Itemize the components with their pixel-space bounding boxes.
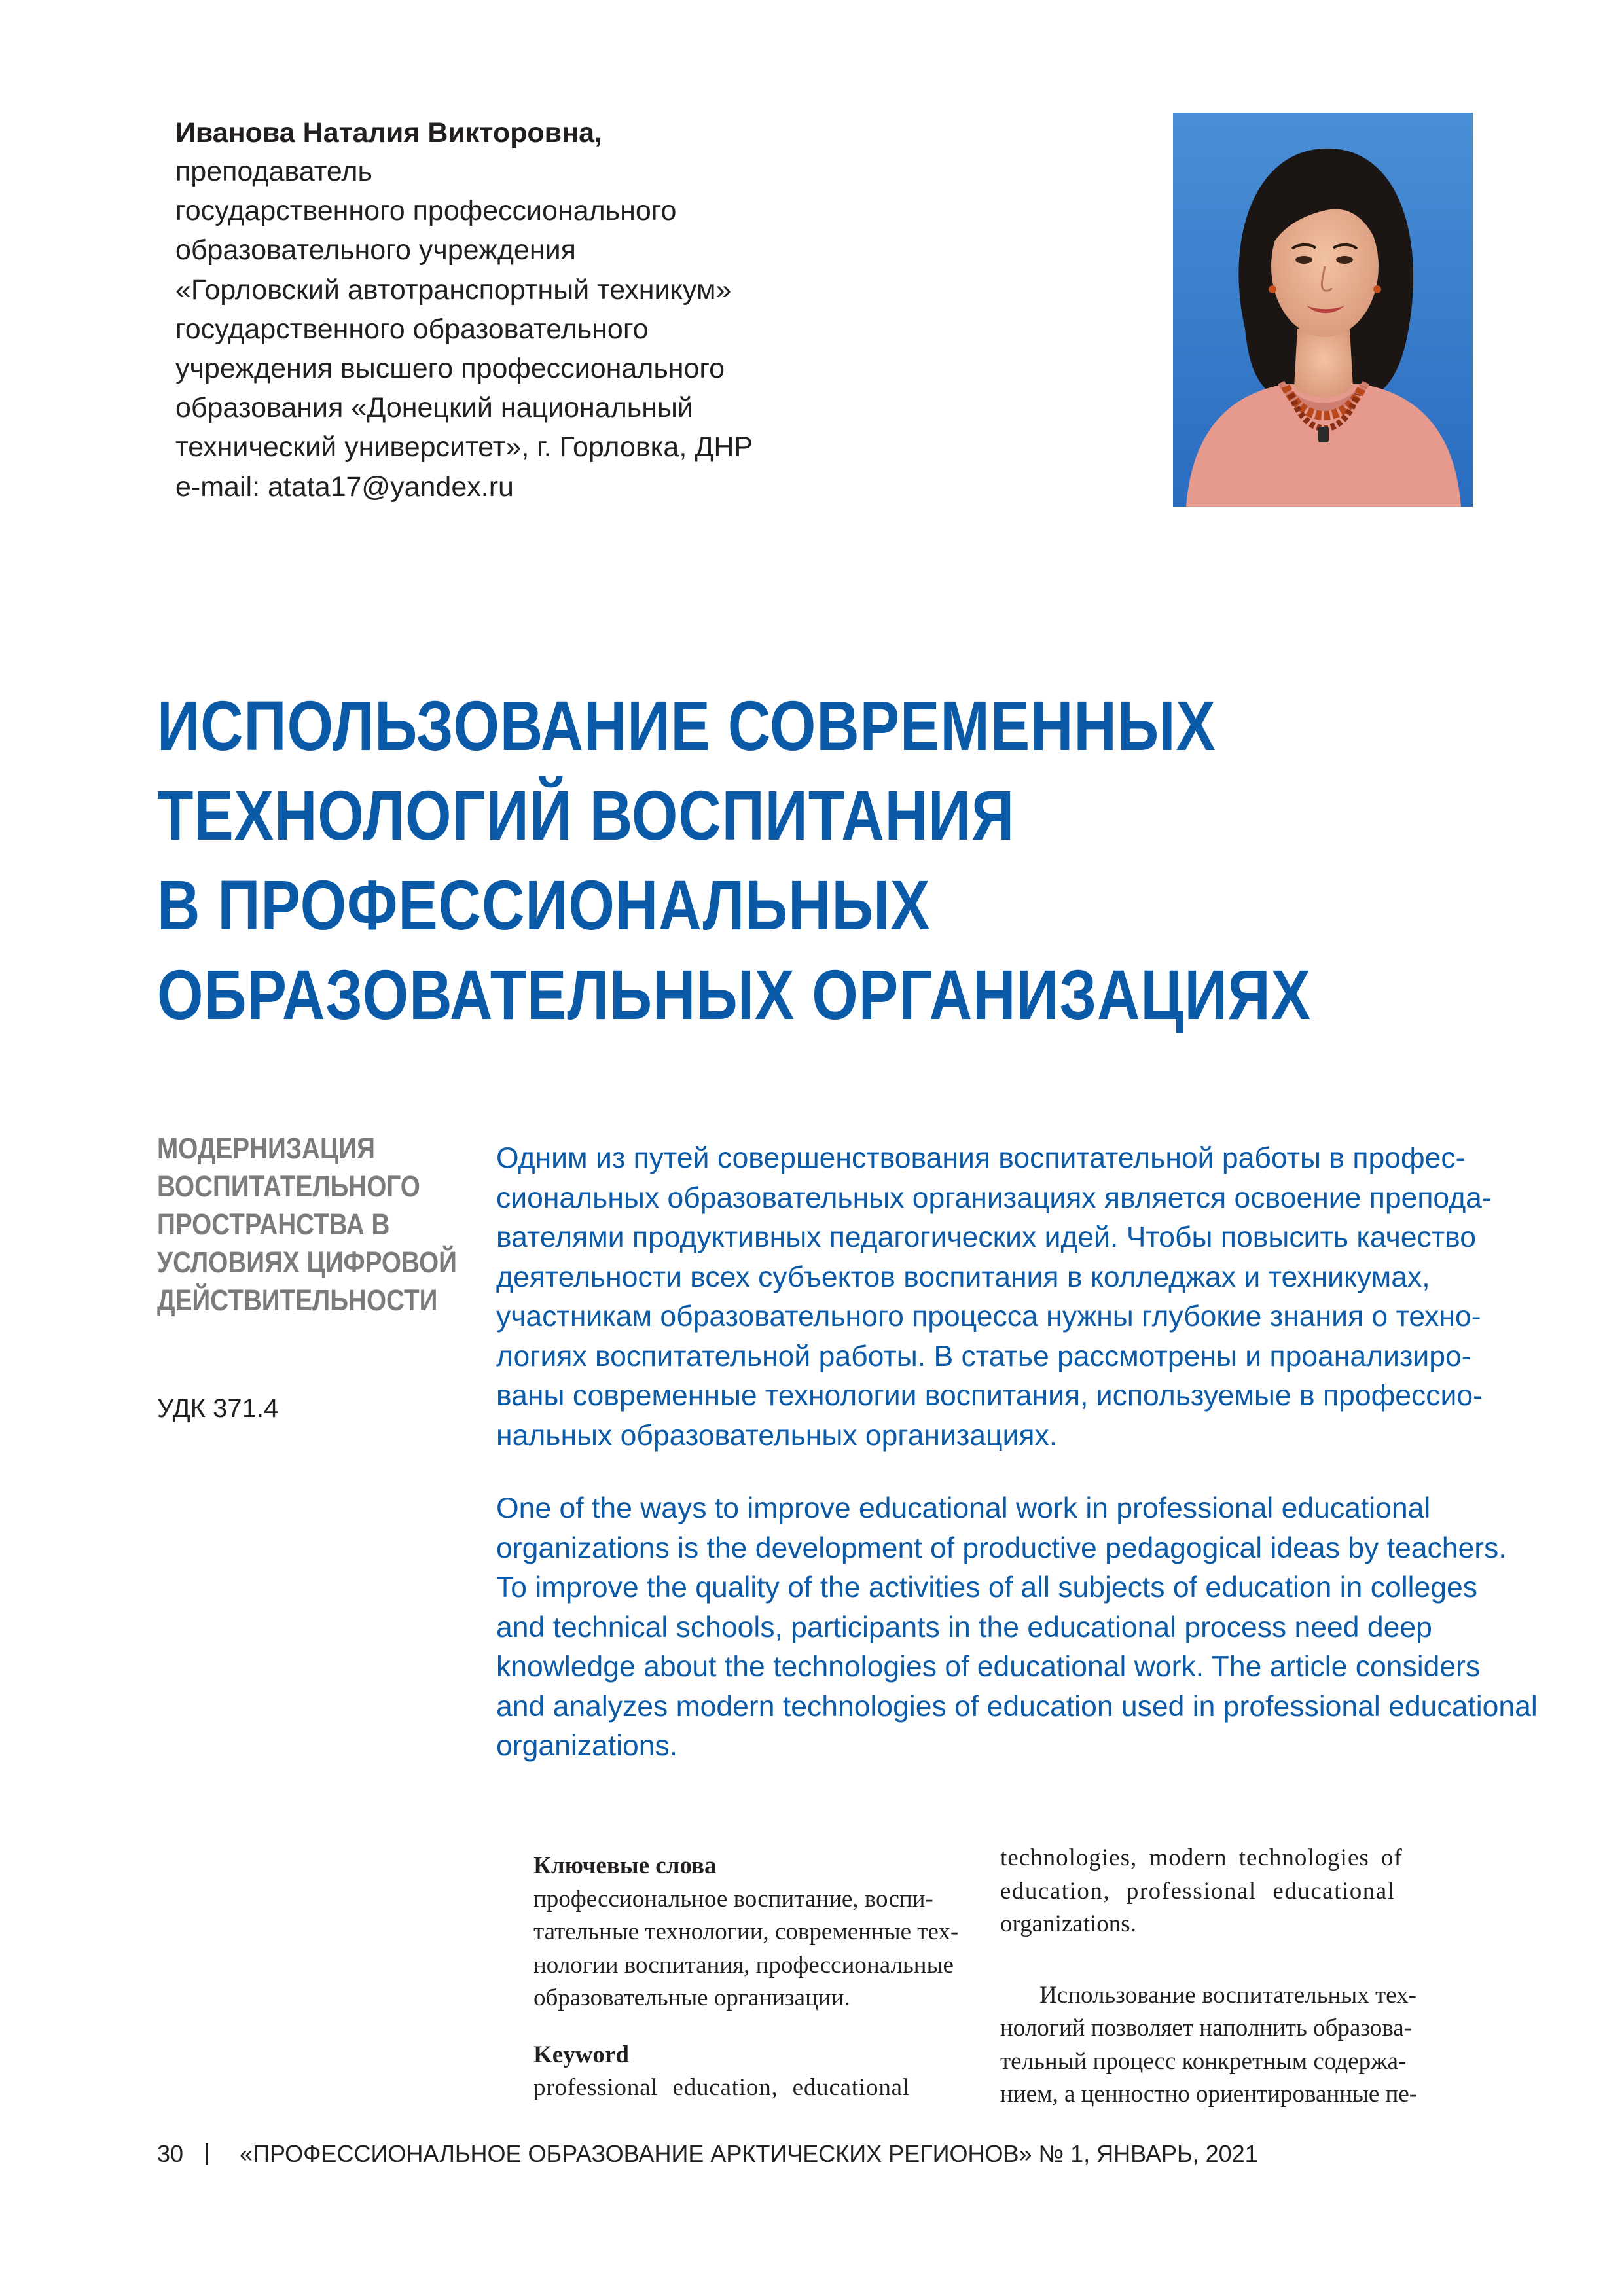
page-footer xyxy=(157,2140,1258,2168)
keywords-ru-heading: Ключевые слова xyxy=(533,1852,717,1879)
abstract-line: and technical schools, participants in the educational process need deep xyxy=(496,1611,1432,1643)
affiliation-line: технический университет», г. Горловка, ДНР xyxy=(175,431,753,463)
abstract-line: organizations is the development of productive pedagogical ideas by teachers. xyxy=(496,1532,1507,1564)
author-name: Иванова Наталия Викторовна, xyxy=(175,117,602,149)
abstract-line: Одним из путей совершенствования воспитательной работы в профес- xyxy=(496,1142,1466,1174)
title-line: ТЕХНОЛОГИЙ ВОСПИТАНИЯ xyxy=(157,776,1015,855)
rubric-line: ПРОСТРАНСТВА В xyxy=(157,1208,390,1241)
author-email: e-mail: atata17@yandex.ru xyxy=(175,471,514,503)
journal-reference: «ПРОФЕССИОНАЛЬНОЕ ОБРАЗОВАНИЕ АРКТИЧЕСКИХ РЕГИОНОВ» № 1, ЯНВАРЬ, 2021 xyxy=(240,2140,1258,2167)
article-title xyxy=(157,681,1311,1039)
affiliation-line: образования «Донецкий национальный xyxy=(175,392,693,424)
rubric-line: ВОСПИТАТЕЛЬНОГО xyxy=(157,1170,420,1203)
title-line: ОБРАЗОВАТЕЛЬНЫХ ОРГАНИЗАЦИЯХ xyxy=(157,955,1311,1034)
title-line: ИСПОЛЬЗОВАНИЕ СОВРЕМЕННЫХ xyxy=(157,686,1216,765)
rubric-line: МОДЕРНИЗАЦИЯ xyxy=(157,1132,375,1165)
affiliation-line: преподаватель xyxy=(175,156,372,187)
author-affiliation xyxy=(175,152,830,507)
abstract-line: and analyzes modern technologies of education used in professional educational xyxy=(496,1690,1538,1723)
keywords-ru-line: нологии воспитания, профессиональные xyxy=(533,1951,954,1979)
abstract-line: вателями продуктивных педагогических идей. Чтобы повысить качество xyxy=(496,1221,1477,1253)
abstract-line: участникам образовательного процесса нужны глубокие знания о техно- xyxy=(496,1300,1481,1333)
body-text-line: Использование воспитательных тех- xyxy=(1039,1981,1416,2009)
affiliation-line: государственного образовательного xyxy=(175,313,649,345)
rubric-line: УСЛОВИЯХ ЦИФРОВОЙ xyxy=(157,1246,457,1279)
keywords-ru-line: образовательные организации. xyxy=(533,1984,850,2011)
abstract-line: сиональных образовательных организациях является освоение препода- xyxy=(496,1181,1492,1214)
title-line: В ПРОФЕССИОНАЛЬНЫХ xyxy=(157,865,931,944)
abstract-russian xyxy=(496,1139,1492,1456)
keywords-column xyxy=(533,1850,972,2105)
page-number: 30 xyxy=(157,2140,184,2167)
rubric-line: ДЕЙСТВИТЕЛЬНОСТИ xyxy=(157,1283,438,1317)
keywords-en-heading: Keyword xyxy=(533,2041,629,2068)
author-photo xyxy=(1173,113,1473,507)
abstract-line: нальных образовательных организациях. xyxy=(496,1419,1058,1452)
affiliation-line: образовательного учреждения xyxy=(175,234,576,266)
abstract-line: ваны современные технологии воспитания, используемые в профессио- xyxy=(496,1380,1483,1412)
body-text-line: нологий позволяет наполнить образова- xyxy=(1000,2015,1413,2041)
affiliation-line: учреждения высшего профессионального xyxy=(175,353,725,385)
body-text-line: тельный процесс конкретным содержа- xyxy=(1000,2047,1407,2075)
keywords-en-line: education, professional educational xyxy=(1000,1877,1396,1905)
abstract-line: One of the ways to improve educational work in professional educational xyxy=(496,1492,1431,1524)
keywords-en-line: professional education, educational xyxy=(533,2074,910,2101)
abstract-english xyxy=(496,1489,1538,1767)
abstract-line: логиях воспитательной работы. В статье рассмотрены и проанализиро- xyxy=(496,1340,1471,1372)
footer-divider xyxy=(206,2143,208,2165)
affiliation-line: «Горловский автотранспортный техникум» xyxy=(175,274,732,306)
keywords-en-line: organizations. xyxy=(1000,1910,1136,1937)
section-rubric xyxy=(157,1130,457,1319)
udk-code: УДК 371.4 xyxy=(157,1394,279,1423)
abstract-line: To improve the quality of the activities of all subjects of education in colleges xyxy=(496,1571,1477,1604)
abstract-line: knowledge about the technologies of educational work. The article considers xyxy=(496,1651,1481,1683)
abstract-line: organizations. xyxy=(496,1730,678,1762)
body-column-right xyxy=(1000,1842,1471,2111)
abstract-line: деятельности всех субъектов воспитания в колледжах и техникумах, xyxy=(496,1261,1430,1293)
keywords-en-line: technologies, modern technologies of xyxy=(1000,1844,1403,1871)
body-text-line: нием, а ценностно ориентированные пе- xyxy=(1000,2081,1418,2108)
keywords-ru-line: профессиональное воспитание, воспи- xyxy=(533,1885,933,1912)
affiliation-line: государственного профессионального xyxy=(175,195,677,227)
keywords-ru-line: тательные технологии, современные тех- xyxy=(533,1918,959,1945)
